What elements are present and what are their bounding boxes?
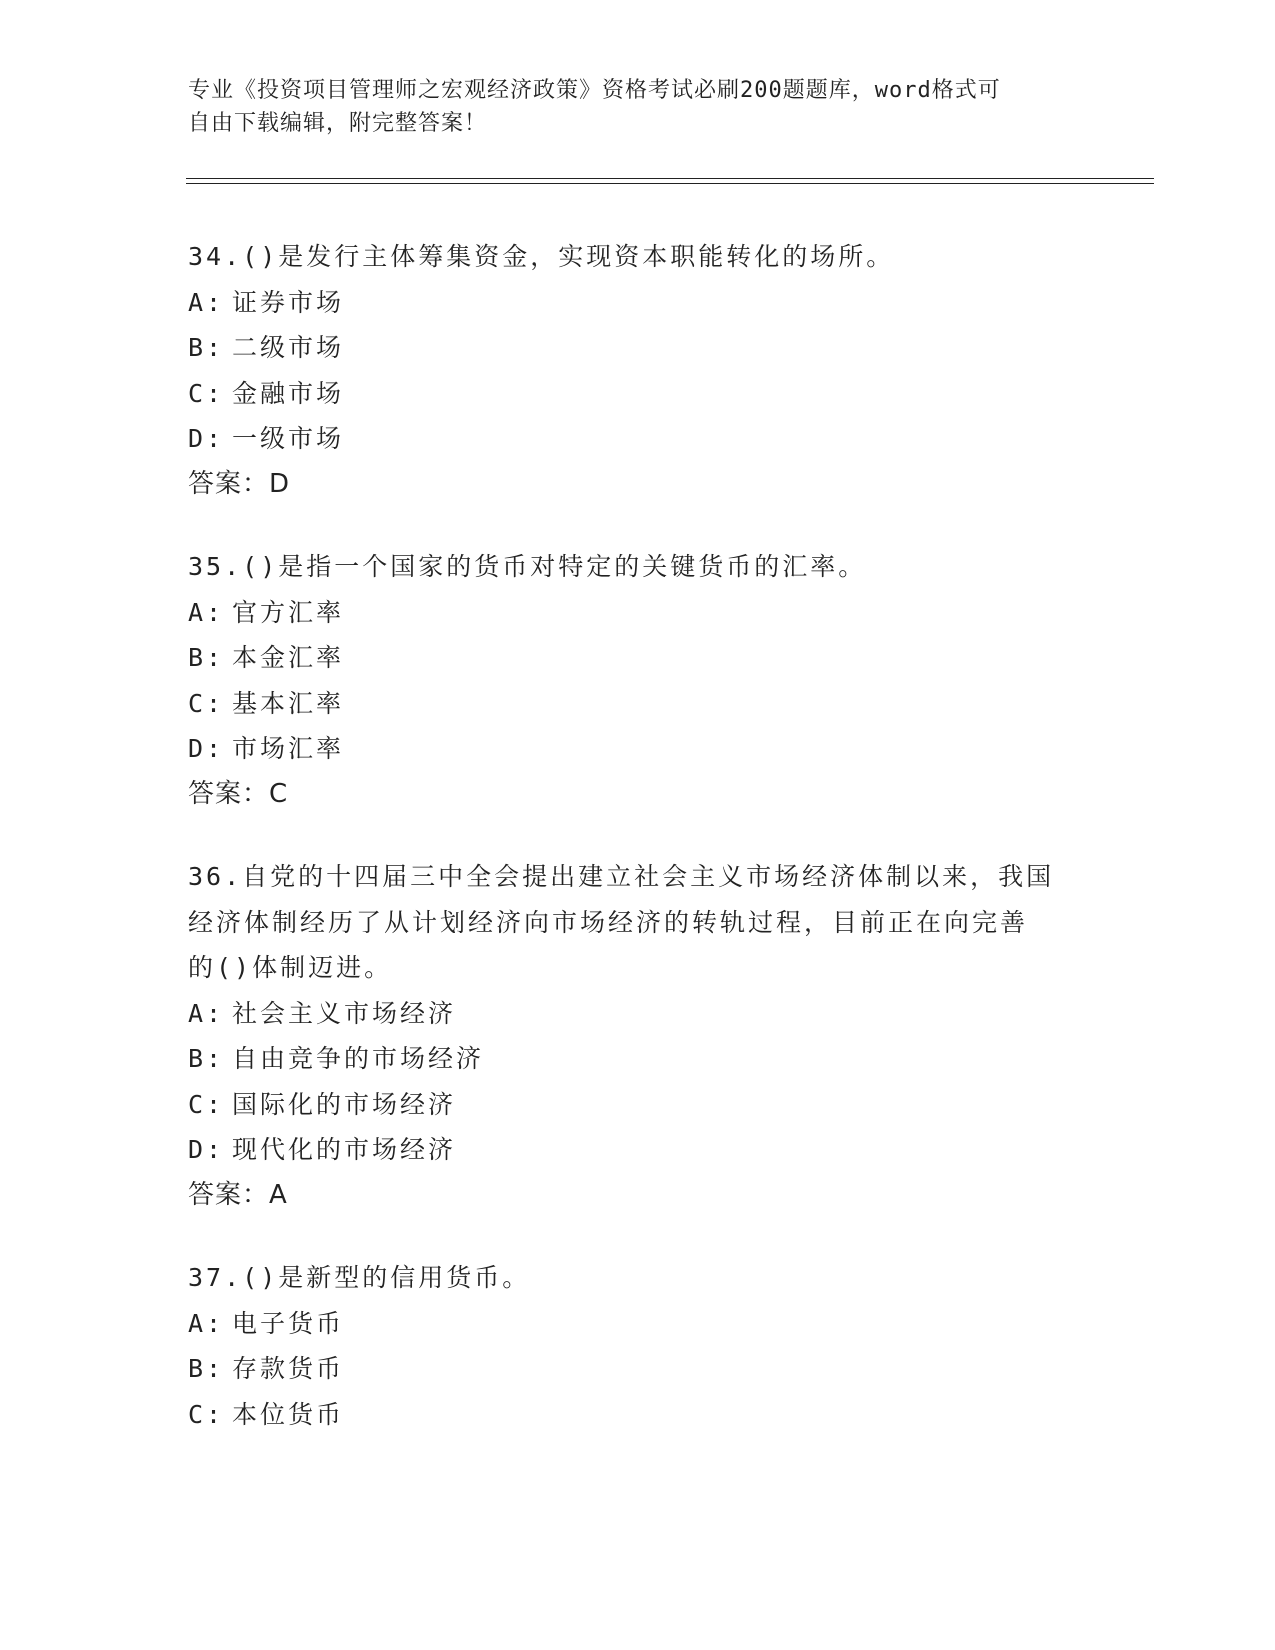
option-label: C:: [188, 1399, 225, 1429]
question-stem: 35.()是指一个国家的货币对特定的关键货币的汇率。: [188, 552, 867, 581]
option-text: 金融市场: [232, 378, 345, 408]
option-text: 官方汇率: [232, 597, 345, 627]
option-d: [188, 726, 1088, 772]
option-b: [188, 635, 1088, 681]
option-a: [188, 991, 1088, 1037]
question-stem: 37.()是新型的信用货币。: [188, 1263, 531, 1292]
option-label: D:: [188, 1135, 225, 1164]
answer-text: 答案：D: [188, 468, 291, 499]
option-b: [188, 325, 1088, 371]
header-divider-top: [186, 178, 1154, 179]
option-label: D:: [188, 424, 225, 453]
option-text: 国际化的市场经济: [232, 1089, 457, 1119]
option-c: [188, 371, 1088, 417]
option-label: B:: [188, 643, 225, 672]
option-d: [188, 416, 1088, 462]
question-stem-line-3: 的()体制迈进。: [188, 953, 393, 982]
question-36: [188, 854, 1088, 1218]
question-list: [188, 234, 1088, 1474]
option-c: [188, 1082, 1088, 1128]
option-label: C:: [188, 378, 225, 408]
option-d: [188, 1127, 1088, 1173]
option-label: A:: [188, 998, 225, 1028]
option-text: 存款货币: [232, 1354, 345, 1383]
option-text: 自由竞争的市场经济: [232, 1044, 485, 1073]
question-37: [188, 1255, 1088, 1437]
option-a: [188, 590, 1088, 636]
option-label: A:: [188, 287, 225, 317]
option-text: 市场汇率: [232, 734, 345, 763]
option-text: 基本汇率: [232, 688, 345, 718]
question-stem-line-1: 36.自党的十四届三中全会提出建立社会主义市场经济体制以来，我国: [188, 862, 1055, 891]
question-stem: 34.()是发行主体筹集资金，实现资本职能转化的场所。: [188, 242, 895, 271]
option-label: B:: [188, 1354, 225, 1383]
option-label: A:: [188, 1308, 225, 1338]
header-divider-bottom: [186, 183, 1154, 184]
option-label: A:: [188, 597, 225, 627]
option-text: 电子货币: [232, 1308, 345, 1338]
option-b: [188, 1036, 1088, 1082]
option-b: [188, 1346, 1088, 1392]
option-label: C:: [188, 1089, 225, 1119]
option-a: [188, 1301, 1088, 1347]
option-text: 二级市场: [232, 333, 345, 362]
option-label: D:: [188, 734, 225, 763]
question-34: [188, 234, 1088, 507]
option-label: C:: [188, 688, 225, 718]
option-text: 本位货币: [232, 1399, 345, 1429]
option-text: 社会主义市场经济: [232, 998, 457, 1028]
option-text: 现代化的市场经济: [232, 1135, 457, 1164]
header-line-1: 专业《投资项目管理师之宏观经济政策》资格考试必刷200题题库，word格式可: [188, 78, 1001, 103]
option-text: 证券市场: [232, 287, 345, 317]
option-c: [188, 1392, 1088, 1438]
option-a: [188, 280, 1088, 326]
header-line-2: 自由下载编辑，附完整答案！: [188, 111, 488, 136]
document-header: [188, 74, 1088, 140]
answer-text: 答案：A: [188, 1179, 288, 1210]
option-label: B:: [188, 1044, 225, 1073]
option-c: [188, 681, 1088, 727]
option-label: B:: [188, 333, 225, 362]
question-35: [188, 544, 1088, 817]
option-text: 本金汇率: [232, 643, 345, 672]
answer-text: 答案：C: [188, 778, 289, 809]
question-stem-line-2: 经济体制经历了从计划经济向市场经济的转轨过程，目前正在向完善: [188, 907, 1029, 937]
option-text: 一级市场: [232, 424, 345, 453]
